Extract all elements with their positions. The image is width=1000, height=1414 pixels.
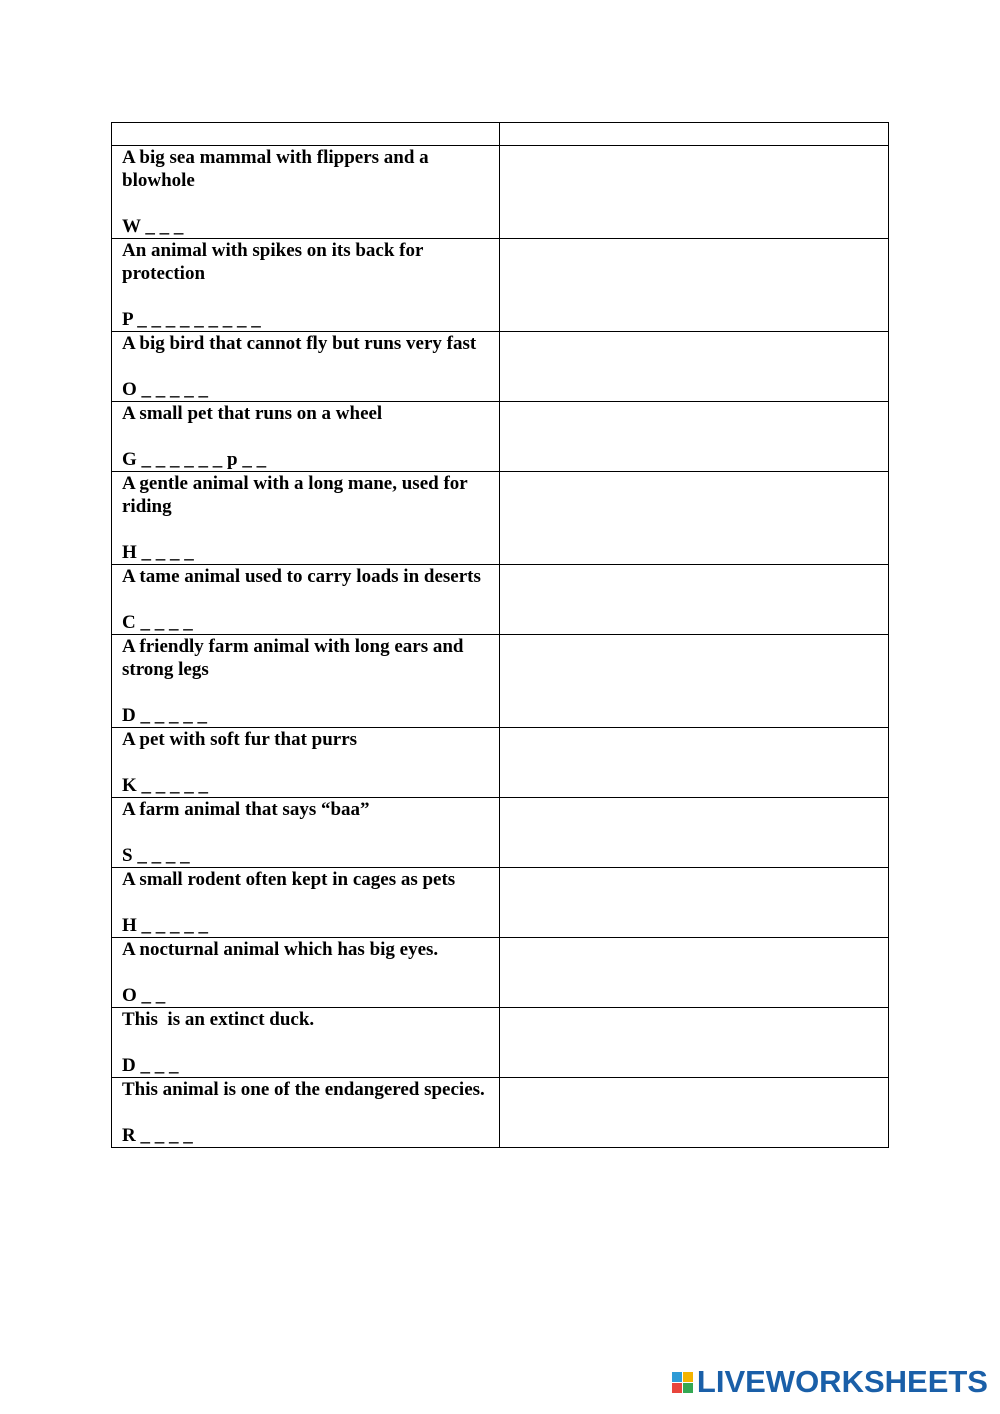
clue-row (112, 146, 889, 239)
clue-cell (112, 565, 500, 635)
answer-cell[interactable] (500, 565, 889, 635)
logo-blocks-icon (672, 1372, 693, 1393)
clue-text: A pet with soft fur that purrs (122, 729, 358, 750)
clue-text: A farm animal that says “baa” (122, 799, 370, 820)
clue-row (112, 332, 889, 402)
letter-hint: K _ _ _ _ _ (122, 775, 209, 796)
answer-cell[interactable] (500, 938, 889, 1008)
answer-cell[interactable] (500, 1008, 889, 1078)
worksheet-table (111, 122, 889, 1148)
clue-text: A friendly farm animal with long ears and strong legs (122, 636, 469, 680)
clue-cell (112, 728, 500, 798)
letter-hint: G _ _ _ _ _ _ p _ _ (122, 449, 267, 470)
letter-hint: R _ _ _ _ (122, 1125, 193, 1146)
spacer (122, 1031, 489, 1054)
answer-cell[interactable] (500, 868, 889, 938)
header-row (112, 123, 889, 146)
answer-cell[interactable] (500, 1078, 889, 1148)
header-cell-left (112, 123, 500, 146)
letter-hint: D _ _ _ _ _ (122, 705, 207, 726)
spacer (122, 588, 489, 611)
clue-row (112, 402, 889, 472)
clue-text: An animal with spikes on its back for protection (122, 240, 428, 284)
logo-block (683, 1372, 693, 1382)
clue-row (112, 1078, 889, 1148)
letter-hint: S _ _ _ _ (122, 845, 190, 866)
clue-text: A small rodent often kept in cages as pets (122, 869, 456, 890)
clue-cell (112, 798, 500, 868)
letter-hint: P _ _ _ _ _ _ _ _ _ (122, 309, 261, 330)
letter-hint: C _ _ _ _ (122, 612, 193, 633)
answer-cell[interactable] (500, 239, 889, 332)
clue-cell (112, 146, 500, 239)
clue-text: This is an extinct duck. (122, 1009, 315, 1030)
clue-text: A gentle animal with a long mane, used for riding (122, 473, 473, 517)
letter-hint: W _ _ _ (122, 216, 184, 237)
clue-cell (112, 938, 500, 1008)
logo-text: LIVEWORKSHEETS (696, 1364, 988, 1399)
clue-row (112, 635, 889, 728)
spacer (122, 1101, 489, 1124)
clue-row (112, 1008, 889, 1078)
letter-hint: H _ _ _ _ _ (122, 915, 209, 936)
logo-block (672, 1383, 682, 1393)
answer-cell[interactable] (500, 635, 889, 728)
spacer (122, 961, 489, 984)
clue-row (112, 565, 889, 635)
clue-text: A tame animal used to carry loads in deserts (122, 566, 481, 587)
spacer (122, 425, 489, 448)
spacer (122, 891, 489, 914)
logo-block (672, 1372, 682, 1382)
clue-row (112, 728, 889, 798)
answer-cell[interactable] (500, 402, 889, 472)
spacer (122, 285, 489, 308)
answer-cell[interactable] (500, 146, 889, 239)
answer-cell[interactable] (500, 798, 889, 868)
clue-row (112, 938, 889, 1008)
header-cell-right (500, 123, 889, 146)
clue-row (112, 472, 889, 565)
clue-row (112, 798, 889, 868)
letter-hint: O _ _ (122, 985, 166, 1006)
spacer (122, 821, 489, 844)
liveworksheets-logo (672, 1362, 988, 1402)
spacer (122, 355, 489, 378)
clue-text: This animal is one of the endangered species. (122, 1079, 485, 1100)
clue-cell (112, 239, 500, 332)
clue-text: A big bird that cannot fly but runs very fast (122, 333, 477, 354)
clue-cell (112, 1078, 500, 1148)
clue-cell (112, 635, 500, 728)
letter-hint: H _ _ _ _ (122, 542, 194, 563)
clue-cell (112, 1008, 500, 1078)
letter-hint: D _ _ _ (122, 1055, 179, 1076)
answer-cell[interactable] (500, 332, 889, 402)
clue-text: A big sea mammal with flippers and a blowhole (122, 147, 434, 191)
clue-cell (112, 472, 500, 565)
clue-row (112, 868, 889, 938)
clue-text: A nocturnal animal which has big eyes. (122, 939, 439, 960)
spacer (122, 518, 489, 541)
clue-text: A small pet that runs on a wheel (122, 403, 383, 424)
clue-row (112, 239, 889, 332)
clue-cell (112, 868, 500, 938)
letter-hint: O _ _ _ _ _ (122, 379, 209, 400)
answer-cell[interactable] (500, 472, 889, 565)
spacer (122, 751, 489, 774)
spacer (122, 192, 489, 215)
clue-cell (112, 332, 500, 402)
clue-cell (112, 402, 500, 472)
logo-block (683, 1383, 693, 1393)
spacer (122, 681, 489, 704)
answer-cell[interactable] (500, 728, 889, 798)
